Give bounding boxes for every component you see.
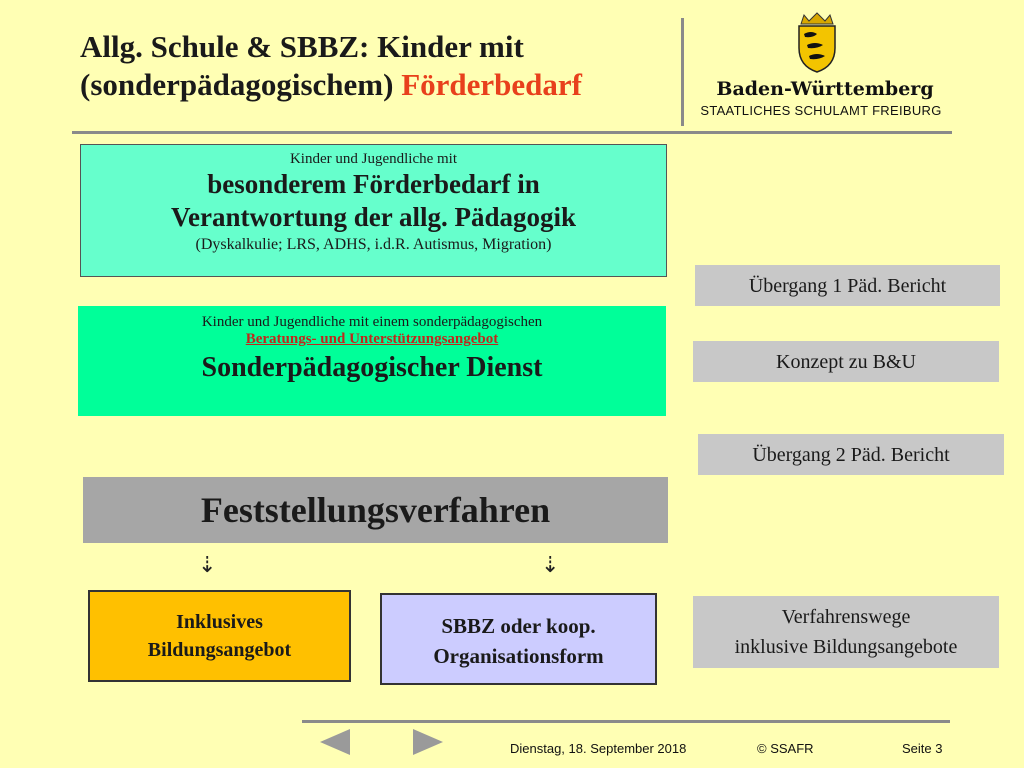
beratungs-link[interactable]: Beratungs- und Unterstützungsangebot [245,331,499,347]
footer-date: Dienstag, 18. September 2018 [510,741,687,756]
header-divider-vertical [681,18,684,126]
box-sbbz [380,593,657,685]
box-besonderer-foerderbedarf [80,144,667,277]
box5-line-2: Organisationsform [433,644,604,668]
footer-page-number: Seite 3 [902,741,943,756]
box2-heading: Sonderpädagogischer Dienst [201,352,543,383]
box5-line-1: SBBZ oder koop. [441,614,596,638]
coat-of-arms-icon [795,12,839,74]
verfahrenswege-line-2: inklusive Bildungsangebote [734,636,958,658]
box1-examples: (Dyskalkulie; LRS, ADHS, i.d.R. Autismus, Migration) [195,236,552,253]
footer-divider [302,720,950,723]
header-divider-horizontal [72,131,952,134]
box4-line-1: Inklusives [176,611,263,633]
slide-title [80,28,680,104]
box1-heading-line-1: besonderem Förderbedarf in [207,169,540,199]
box1-heading-line-2: Verantwortung der allg. Pädagogik [170,202,577,232]
title-line-2-red: Förderbedarf [401,67,582,102]
uebergang-1-button[interactable]: Übergang 1 Päd. Bericht [695,265,1000,306]
box1-intro: Kinder und Jugendliche mit [289,151,458,167]
footer-copyright: © SSAFR [757,741,814,756]
logo-subtitle: STAATLICHES SCHULAMT FREIBURG [700,103,942,118]
box-inklusives-bildungsangebot [88,590,351,682]
down-arrow-icon: ⇣ [541,552,560,577]
down-arrow-icon: ⇣ [198,552,217,577]
konzept-bu-button[interactable]: Konzept zu B&U [693,341,999,382]
previous-slide-icon[interactable] [320,729,350,755]
logo-name: Baden-Württemberg [716,78,934,100]
verfahrenswege-line-1: Verfahrenswege [781,606,911,628]
title-line-2 [80,66,680,104]
box2-intro: Kinder und Jugendliche mit einem sonderpädagogischen [201,314,543,330]
box-feststellungsverfahren: Feststellungsverfahren [83,477,668,543]
title-line-2-black: (sonderpädagogischem) [80,67,402,102]
box4-line-2: Bildungsangebot [147,639,292,661]
box-sonderpaedagogischer-dienst [78,306,666,416]
title-line-1: Allg. Schule & SBBZ: Kinder mit [80,29,524,64]
next-slide-icon[interactable] [413,729,443,755]
verfahrenswege-button[interactable] [693,596,999,668]
uebergang-2-button[interactable]: Übergang 2 Päd. Bericht [698,434,1004,475]
